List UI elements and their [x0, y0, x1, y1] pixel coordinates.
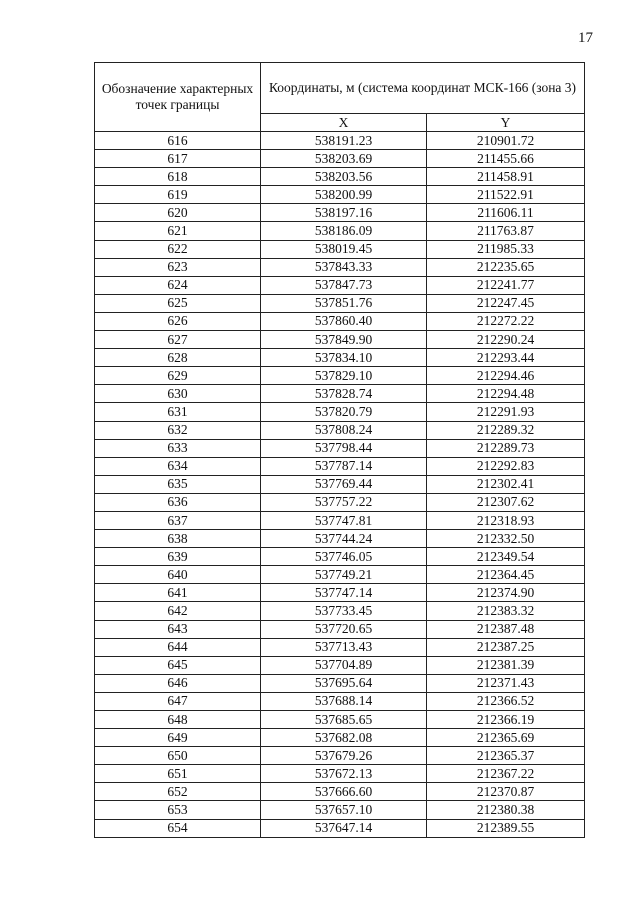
y-coordinate-cell: 211522.91 [427, 186, 585, 204]
x-coordinate-cell: 537647.14 [261, 819, 427, 837]
x-coordinate-cell: 537860.40 [261, 312, 427, 330]
point-id-cell: 649 [95, 729, 261, 747]
point-id-cell: 635 [95, 475, 261, 493]
x-column-header: X [261, 114, 427, 132]
point-id-cell: 633 [95, 439, 261, 457]
x-coordinate-cell: 537834.10 [261, 349, 427, 367]
x-coordinate-cell: 537746.05 [261, 548, 427, 566]
y-coordinate-cell: 212247.45 [427, 294, 585, 312]
point-id-cell: 647 [95, 692, 261, 710]
x-coordinate-cell: 538203.69 [261, 150, 427, 168]
table-row [95, 475, 585, 493]
table-row [95, 294, 585, 312]
table-row [95, 204, 585, 222]
point-id-cell: 620 [95, 204, 261, 222]
y-coordinate-cell: 212387.25 [427, 638, 585, 656]
point-id-cell: 630 [95, 385, 261, 403]
y-coordinate-cell: 212365.37 [427, 747, 585, 765]
point-id-cell: 624 [95, 276, 261, 294]
x-coordinate-cell: 537720.65 [261, 620, 427, 638]
x-coordinate-cell: 537747.81 [261, 511, 427, 529]
table-row [95, 493, 585, 511]
x-coordinate-cell: 538203.56 [261, 168, 427, 186]
point-id-cell: 629 [95, 367, 261, 385]
point-id-cell: 642 [95, 602, 261, 620]
x-coordinate-cell: 537828.74 [261, 385, 427, 403]
y-coordinate-cell: 211458.91 [427, 168, 585, 186]
table-row [95, 638, 585, 656]
table-row [95, 168, 585, 186]
point-designation-header: Обозначение характерных точек границы [95, 63, 261, 132]
y-coordinate-cell: 212387.48 [427, 620, 585, 638]
y-coordinate-cell: 212235.65 [427, 258, 585, 276]
coordinates-header: Координаты, м (система координат МСК-166 (зона 3) [261, 63, 585, 114]
point-id-cell: 618 [95, 168, 261, 186]
x-coordinate-cell: 538197.16 [261, 204, 427, 222]
point-id-cell: 636 [95, 493, 261, 511]
x-coordinate-cell: 537666.60 [261, 783, 427, 801]
point-id-cell: 632 [95, 421, 261, 439]
y-coordinate-cell: 212272.22 [427, 312, 585, 330]
y-coordinate-cell: 210901.72 [427, 132, 585, 150]
y-coordinate-cell: 212289.73 [427, 439, 585, 457]
point-id-cell: 617 [95, 150, 261, 168]
point-id-cell: 631 [95, 403, 261, 421]
y-coordinate-cell: 212365.69 [427, 729, 585, 747]
table-row [95, 240, 585, 258]
point-id-cell: 622 [95, 240, 261, 258]
table-row [95, 150, 585, 168]
x-coordinate-cell: 538186.09 [261, 222, 427, 240]
point-id-cell: 653 [95, 801, 261, 819]
table-row [95, 511, 585, 529]
table-row [95, 566, 585, 584]
y-coordinate-cell: 212294.46 [427, 367, 585, 385]
point-id-cell: 652 [95, 783, 261, 801]
point-id-cell: 640 [95, 566, 261, 584]
x-coordinate-cell: 537851.76 [261, 294, 427, 312]
point-id-cell: 651 [95, 765, 261, 783]
point-id-cell: 644 [95, 638, 261, 656]
y-coordinate-cell: 212293.44 [427, 349, 585, 367]
table-row [95, 656, 585, 674]
y-coordinate-cell: 212292.83 [427, 457, 585, 475]
table-row [95, 331, 585, 349]
coordinates-table [94, 62, 585, 838]
x-coordinate-cell: 538191.23 [261, 132, 427, 150]
point-id-cell: 648 [95, 711, 261, 729]
y-coordinate-cell: 212307.62 [427, 493, 585, 511]
point-id-cell: 621 [95, 222, 261, 240]
x-coordinate-cell: 537713.43 [261, 638, 427, 656]
table-row [95, 530, 585, 548]
x-coordinate-cell: 538200.99 [261, 186, 427, 204]
table-row [95, 602, 585, 620]
y-coordinate-cell: 212291.93 [427, 403, 585, 421]
x-coordinate-cell: 537843.33 [261, 258, 427, 276]
y-coordinate-cell: 212302.41 [427, 475, 585, 493]
table-row [95, 421, 585, 439]
x-coordinate-cell: 537769.44 [261, 475, 427, 493]
point-id-cell: 623 [95, 258, 261, 276]
table-row [95, 439, 585, 457]
y-coordinate-cell: 212318.93 [427, 511, 585, 529]
table-row [95, 692, 585, 710]
x-coordinate-cell: 537749.21 [261, 566, 427, 584]
table-row [95, 819, 585, 837]
point-id-cell: 627 [95, 331, 261, 349]
x-coordinate-cell: 537657.10 [261, 801, 427, 819]
x-coordinate-cell: 537747.14 [261, 584, 427, 602]
x-coordinate-cell: 537679.26 [261, 747, 427, 765]
y-coordinate-cell: 212367.22 [427, 765, 585, 783]
x-coordinate-cell: 537829.10 [261, 367, 427, 385]
point-id-cell: 639 [95, 548, 261, 566]
x-coordinate-cell: 537704.89 [261, 656, 427, 674]
table-row [95, 258, 585, 276]
table-row [95, 312, 585, 330]
x-coordinate-cell: 537820.79 [261, 403, 427, 421]
x-coordinate-cell: 537733.45 [261, 602, 427, 620]
table-row [95, 367, 585, 385]
table-body [95, 132, 585, 838]
table-row [95, 222, 585, 240]
y-column-header: Y [427, 114, 585, 132]
y-coordinate-cell: 212366.52 [427, 692, 585, 710]
x-coordinate-cell: 537695.64 [261, 674, 427, 692]
table-row [95, 674, 585, 692]
table-row [95, 765, 585, 783]
point-id-cell: 641 [95, 584, 261, 602]
y-coordinate-cell: 212241.77 [427, 276, 585, 294]
table-row [95, 186, 585, 204]
y-coordinate-cell: 212294.48 [427, 385, 585, 403]
table-row [95, 132, 585, 150]
table-row [95, 584, 585, 602]
table-row [95, 276, 585, 294]
x-coordinate-cell: 537682.08 [261, 729, 427, 747]
y-coordinate-cell: 212366.19 [427, 711, 585, 729]
x-coordinate-cell: 537798.44 [261, 439, 427, 457]
y-coordinate-cell: 212381.39 [427, 656, 585, 674]
point-id-cell: 619 [95, 186, 261, 204]
y-coordinate-cell: 212364.45 [427, 566, 585, 584]
table-row [95, 783, 585, 801]
table-row [95, 747, 585, 765]
y-coordinate-cell: 212370.87 [427, 783, 585, 801]
y-coordinate-cell: 212332.50 [427, 530, 585, 548]
table-row [95, 548, 585, 566]
page-number: 17 [578, 30, 593, 46]
point-id-cell: 628 [95, 349, 261, 367]
point-id-cell: 646 [95, 674, 261, 692]
x-coordinate-cell: 537849.90 [261, 331, 427, 349]
table-row [95, 801, 585, 819]
table-row [95, 385, 585, 403]
y-coordinate-cell: 212289.32 [427, 421, 585, 439]
y-coordinate-cell: 211763.87 [427, 222, 585, 240]
table-row [95, 457, 585, 475]
point-id-cell: 625 [95, 294, 261, 312]
y-coordinate-cell: 212389.55 [427, 819, 585, 837]
y-coordinate-cell: 211606.11 [427, 204, 585, 222]
y-coordinate-cell: 212374.90 [427, 584, 585, 602]
point-id-cell: 643 [95, 620, 261, 638]
y-coordinate-cell: 212380.38 [427, 801, 585, 819]
x-coordinate-cell: 537808.24 [261, 421, 427, 439]
point-id-cell: 654 [95, 819, 261, 837]
point-id-cell: 634 [95, 457, 261, 475]
x-coordinate-cell: 537688.14 [261, 692, 427, 710]
point-id-cell: 616 [95, 132, 261, 150]
table-row [95, 349, 585, 367]
x-coordinate-cell: 537685.65 [261, 711, 427, 729]
point-id-cell: 638 [95, 530, 261, 548]
y-coordinate-cell: 211455.66 [427, 150, 585, 168]
x-coordinate-cell: 537787.14 [261, 457, 427, 475]
point-id-cell: 637 [95, 511, 261, 529]
table-row [95, 403, 585, 421]
x-coordinate-cell: 537672.13 [261, 765, 427, 783]
x-coordinate-cell: 538019.45 [261, 240, 427, 258]
y-coordinate-cell: 212349.54 [427, 548, 585, 566]
x-coordinate-cell: 537847.73 [261, 276, 427, 294]
point-id-cell: 645 [95, 656, 261, 674]
y-coordinate-cell: 212371.43 [427, 674, 585, 692]
x-coordinate-cell: 537744.24 [261, 530, 427, 548]
point-id-cell: 650 [95, 747, 261, 765]
y-coordinate-cell: 212290.24 [427, 331, 585, 349]
table-row [95, 729, 585, 747]
x-coordinate-cell: 537757.22 [261, 493, 427, 511]
point-id-cell: 626 [95, 312, 261, 330]
table-row [95, 620, 585, 638]
table-row [95, 711, 585, 729]
y-coordinate-cell: 211985.33 [427, 240, 585, 258]
y-coordinate-cell: 212383.32 [427, 602, 585, 620]
